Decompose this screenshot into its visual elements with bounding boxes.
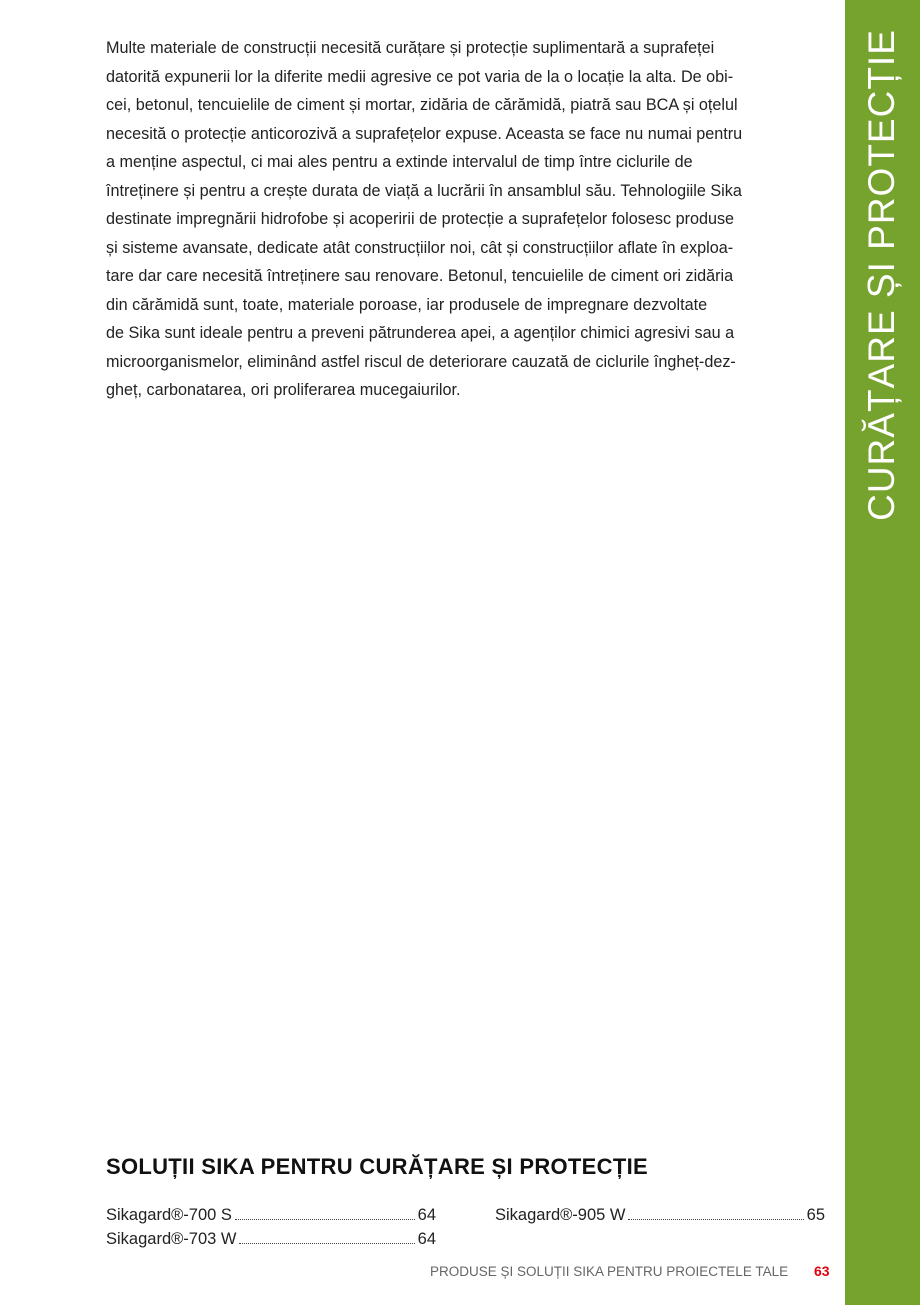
solutions-heading: SOLUȚII SIKA PENTRU CURĂȚARE ȘI PROTECȚIE	[106, 1154, 648, 1179]
product-name: Sikagard®-703 W	[106, 1230, 237, 1248]
product-name: Sikagard®-700 S	[106, 1206, 232, 1224]
toc-entry[interactable]	[106, 1230, 436, 1249]
toc-entry[interactable]	[106, 1206, 436, 1225]
leader-dots	[239, 1230, 414, 1244]
paragraph-line: necesită o protecție anticorozivă a suprafețelor expuse. Aceasta se face nu numai pentru	[106, 124, 743, 143]
paragraph-line: gheț, carbonatarea, ori proliferarea mucegaiurilor.	[106, 381, 461, 399]
intro-paragraph	[106, 34, 836, 405]
leader-dots	[235, 1206, 415, 1220]
paragraph-line: datorită expunerii lor la diferite medii agresive ce pot varia de la o locație la alta. De obi-	[106, 67, 734, 86]
paragraph-line: destinate impregnării hidrofobe și acoperirii de protecție a suprafețelor folosesc produse	[106, 210, 735, 228]
paragraph-line: Multe materiale de construcții necesită curățare și protecție suplimentară a suprafeței	[106, 39, 715, 57]
page-ref: 64	[417, 1206, 436, 1224]
paragraph-line: întreținere și pentru a crește durata de viață a lucrării în ansamblul său. Tehnologiile Sika	[106, 181, 742, 200]
paragraph-line: tare dar care necesită întreținere sau renovare. Betonul, tencuielile de ciment ori zidăria	[106, 267, 734, 285]
paragraph-line: și sisteme avansate, dedicate atât construcțiilor noi, cât și construcțiilor aflate în exploa-	[106, 238, 734, 257]
paragraph-line: de Sika sunt ideale pentru a preveni pătrunderea apei, a agenților chimici agresivi sau a	[106, 324, 735, 342]
paragraph-line: microorganismelor, eliminând astfel riscul de deteriorare cauzată de ciclurile îngheț-dez-	[106, 352, 736, 371]
footer-title: PRODUSE ȘI SOLUȚII SIKA PENTRU PROIECTELE TALE	[430, 1264, 789, 1279]
paragraph-line: cei, betonul, tencuielile de ciment și mortar, zidăria de cărămidă, piatră sau BCA și oțelul	[106, 96, 738, 114]
toc-entry[interactable]	[495, 1206, 825, 1225]
page-ref: 65	[806, 1206, 825, 1224]
leader-dots	[628, 1206, 803, 1220]
page-number: 63	[814, 1263, 830, 1279]
section-title-vertical: CURĂȚARE ȘI PROTECȚIE	[861, 29, 902, 521]
page-ref: 64	[417, 1230, 436, 1248]
paragraph-line: din cărămidă sunt, toate, materiale poroase, iar produsele de impregnare dezvoltate	[106, 295, 708, 314]
paragraph-line: a menține aspectul, ci mai ales pentru a extinde intervalul de timp între ciclurile de	[106, 153, 693, 171]
product-name: Sikagard®-905 W	[495, 1206, 626, 1224]
